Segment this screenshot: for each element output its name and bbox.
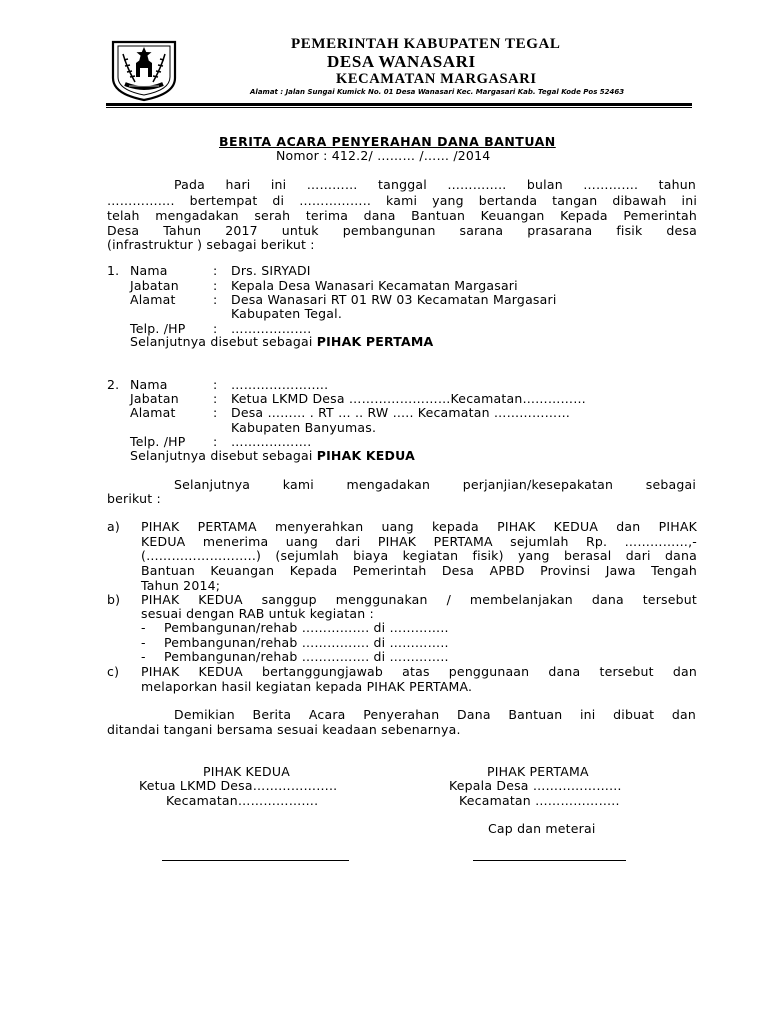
clause-b-label: b)	[107, 592, 121, 607]
party2-closing-text: Selanjutnya disebut sebagai	[130, 448, 317, 463]
party2-jabatan-label: Jabatan	[130, 391, 179, 406]
party2-role: PIHAK KEDUA	[316, 448, 415, 463]
document-title: BERITA ACARA PENYERAHAN DANA BANTUAN	[219, 134, 556, 149]
intro-line-1: Pada hari ini ………… tanggal ………….. bulan …………. tahun	[174, 177, 696, 192]
party2-nama-value: …………………..	[231, 377, 329, 392]
signature-right-line-1: Kepala Desa …………………	[449, 778, 622, 793]
clause-a-label: a)	[107, 519, 120, 534]
signature-left-line-1: Ketua LKMD Desa………………..	[139, 778, 338, 793]
clause-c-line-1: PIHAK KEDUA bertanggungjawab atas penggunaan dana tersebut dan	[141, 664, 697, 679]
clause-b-bullet-3: Pembangunan/rehab ……………. di …………..	[164, 649, 449, 664]
party2-telp-label: Telp. /HP	[130, 434, 186, 449]
intro-line-2: ……………. bertempat di …………….. kami yang bertanda tangan dibawah ini	[107, 193, 697, 208]
clause-a-line-3: (……………………..) (sejumlah biaya kegiatan fisik) yang berasal dari dana	[141, 548, 697, 563]
party2-jabatan-value: Ketua LKMD Desa ……………………Kecamatan……………	[231, 391, 586, 406]
party1-alamat-value-2: Kabupaten Tegal.	[231, 306, 343, 321]
clause-a-line-5: Tahun 2014;	[141, 578, 221, 593]
party1-role: PIHAK PERTAMA	[316, 334, 434, 349]
signature-left-line	[162, 860, 349, 861]
party2-telp-sep: :	[213, 434, 218, 449]
regency-emblem-icon	[105, 38, 183, 102]
clause-b-bullet-dash: -	[141, 635, 146, 650]
intro-line-4: Desa Tahun 2017 untuk pembangunan sarana prasarana fisik desa	[107, 223, 697, 238]
letterhead-rule-thick	[106, 103, 692, 106]
clause-a-line-2: KEDUA menerima uang dari PIHAK PERTAMA sejumlah Rp. ……………,-	[141, 534, 697, 549]
signature-left-line-2: Kecamatan……………….	[166, 793, 319, 808]
signature-right-role: PIHAK PERTAMA	[487, 764, 589, 779]
letterhead-village: DESA WANASARI	[327, 52, 476, 71]
party1-jabatan-label: Jabatan	[130, 278, 179, 293]
clause-b-bullet-2: Pembangunan/rehab ……………. di …………..	[164, 635, 449, 650]
clause-a-line-1: PIHAK PERTAMA menyerahkan uang kepada PIHAK KEDUA dan PIHAK	[141, 519, 697, 534]
party1-alamat-value: Desa Wanasari RT 01 RW 03 Kecamatan Margasari	[231, 292, 557, 307]
party1-closing	[130, 334, 433, 349]
signature-right-line-2: Kecamatan ………………..	[459, 793, 620, 808]
agreement-intro-line-1: Selanjutnya kami mengadakan perjanjian/kesepakatan sebagai	[174, 477, 696, 492]
party1-telp-sep: :	[213, 321, 218, 336]
party1-number: 1.	[107, 263, 120, 278]
party1-nama-label: Nama	[130, 263, 168, 278]
clause-c-line-2: melaporkan hasil kegiatan kepada PIHAK PERTAMA.	[141, 679, 473, 694]
document-number: Nomor : 412.2/ ……… /…… /2014	[276, 148, 491, 163]
party2-jabatan-sep: :	[213, 391, 218, 406]
closing-line-2: ditandai tangani bersama sesuai keadaan sebenarnya.	[107, 722, 461, 737]
party2-nama-label: Nama	[130, 377, 168, 392]
party1-nama-value: Drs. SIRYADI	[231, 263, 311, 278]
clause-b-line-2: sesuai dengan RAB untuk kegiatan :	[141, 606, 374, 621]
party2-telp-value: ……………….	[231, 434, 312, 449]
party1-telp-value: ……………….	[231, 321, 312, 336]
letterhead-rule-thin	[106, 107, 692, 108]
party2-alamat-sep: :	[213, 405, 218, 420]
clause-b-bullet-dash: -	[141, 620, 146, 635]
party2-alamat-value: Desa ……… . RT … .. RW ….. Kecamatan ………………	[231, 405, 571, 420]
party2-alamat-label: Alamat	[130, 405, 176, 420]
letterhead-regency: PEMERINTAH KABUPATEN TEGAL	[291, 36, 561, 52]
clause-b-bullet-1: Pembangunan/rehab ……………. di …………..	[164, 620, 449, 635]
clause-b-bullet-dash: -	[141, 649, 146, 664]
intro-line-3: telah mengadakan serah terima dana Bantuan Keuangan Kepada Pemerintah	[107, 208, 697, 223]
party2-number: 2.	[107, 377, 120, 392]
party1-alamat-label: Alamat	[130, 292, 176, 307]
signature-left-role: PIHAK KEDUA	[203, 764, 290, 779]
party1-jabatan-value: Kepala Desa Wanasari Kecamatan Margasari	[231, 278, 518, 293]
party1-jabatan-sep: :	[213, 278, 218, 293]
closing-line-1: Demikian Berita Acara Penyerahan Dana Bantuan ini dibuat dan	[174, 707, 696, 722]
signature-right-stamp: Cap dan meterai	[488, 821, 596, 836]
clause-a-line-4: Bantuan Keuangan Kepada Pemerintah Desa APBD Provinsi Jawa Tengah	[141, 563, 697, 578]
intro-line-5: (infrastruktur ) sebagai berikut :	[107, 237, 315, 252]
signature-right-line	[473, 860, 626, 861]
party2-closing	[130, 448, 415, 463]
letterhead-district: KECAMATAN MARGASARI	[336, 71, 537, 87]
clause-c-label: c)	[107, 664, 120, 679]
letterhead-address: Alamat : Jalan Sungai Kumick No. 01 Desa Wanasari Kec. Margasari Kab. Tegal Kode Pos 52463	[250, 88, 625, 96]
party1-nama-sep: :	[213, 263, 218, 278]
party1-telp-label: Telp. /HP	[130, 321, 186, 336]
party2-alamat-value-2: Kabupaten Banyumas.	[231, 420, 377, 435]
agreement-intro-line-2: berikut :	[107, 491, 161, 506]
party1-closing-text: Selanjutnya disebut sebagai	[130, 334, 317, 349]
party2-nama-sep: :	[213, 377, 218, 392]
party1-alamat-sep: :	[213, 292, 218, 307]
clause-b-line-1: PIHAK KEDUA sanggup menggunakan / membelanjakan dana tersebut	[141, 592, 697, 607]
